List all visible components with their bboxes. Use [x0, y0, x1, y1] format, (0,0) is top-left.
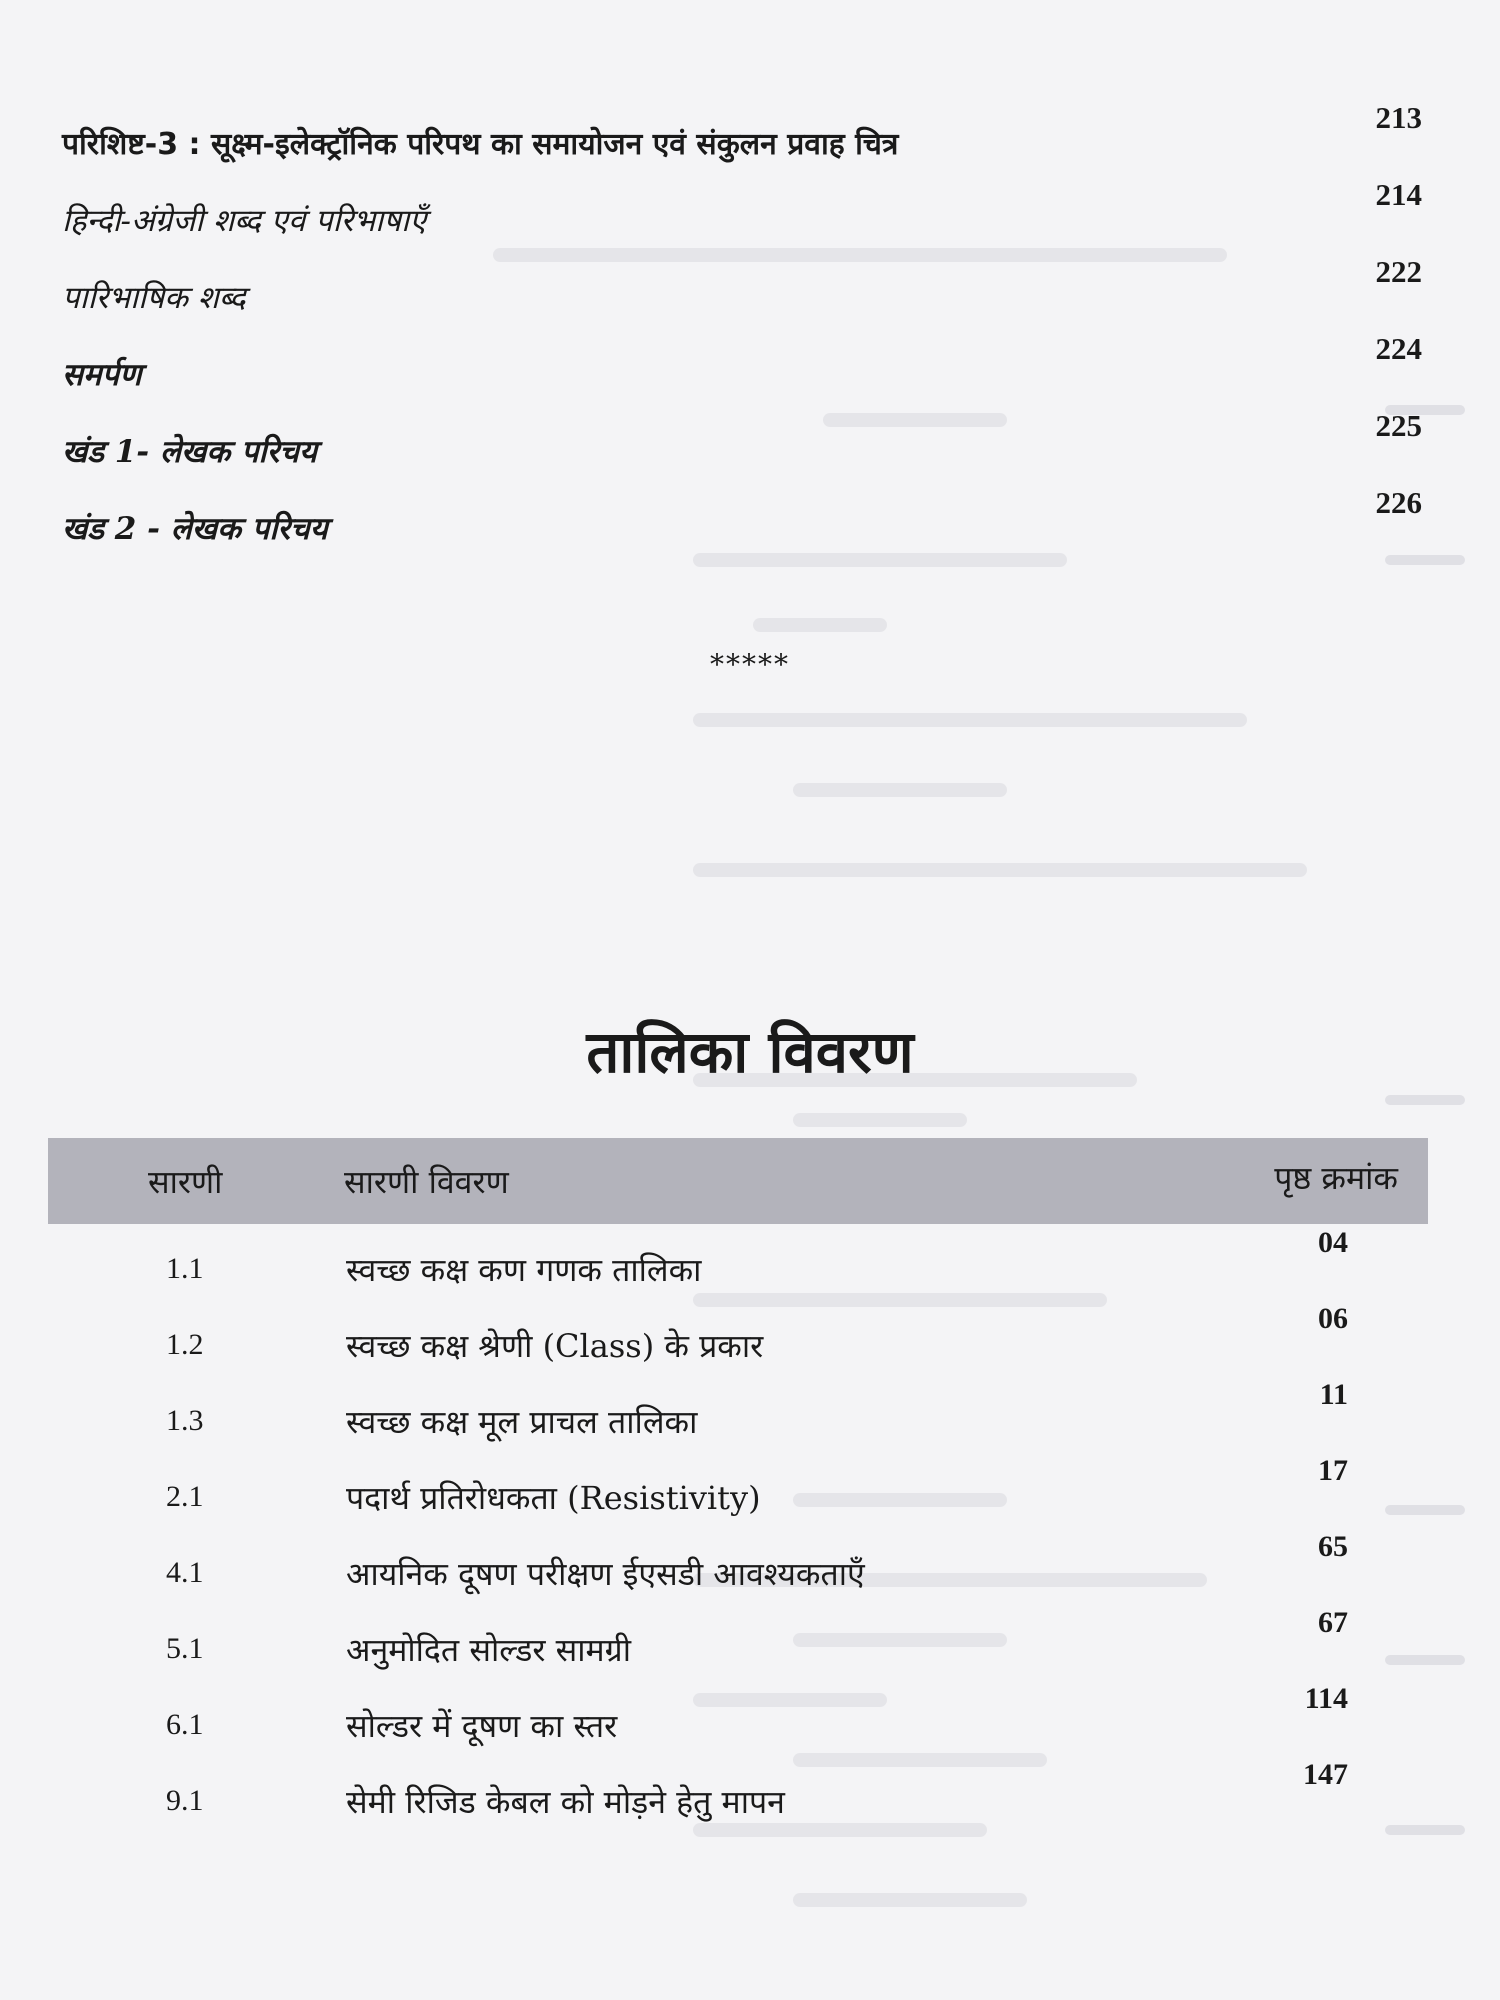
- row-page-number: 114: [1304, 1682, 1348, 1715]
- row-table-number: 1.1: [166, 1252, 204, 1285]
- row-page-number: 11: [1319, 1378, 1348, 1411]
- toc-entry-label: खंड 1- लेखक परिचय: [62, 434, 317, 470]
- toc-entry-label: हिन्दी-अंग्रेजी शब्द एवं परिभाषाएँ: [62, 203, 427, 239]
- table-row: [48, 1604, 1428, 1680]
- row-description: सोल्डर में दूषण का स्तर: [346, 1707, 618, 1745]
- row-description: पदार्थ प्रतिरोधकता (Resistivity): [346, 1479, 761, 1517]
- toc-entry-page: 213: [1375, 100, 1422, 135]
- header-table-description: सारणी विवरण: [344, 1163, 509, 1201]
- row-page-number: 04: [1318, 1226, 1348, 1259]
- row-table-number: 1.2: [166, 1328, 204, 1361]
- header-page-number: पृष्ठ क्रमांक: [1274, 1159, 1398, 1197]
- row-description: सेमी रिजिड केबल को मोड़ने हेतु मापन: [346, 1783, 785, 1821]
- section-title: तालिका विवरण: [586, 1018, 914, 1086]
- section-separator: *****: [710, 648, 790, 681]
- toc-entry-page: 224: [1375, 331, 1422, 366]
- row-page-number: 17: [1318, 1454, 1348, 1487]
- row-page-number: 65: [1318, 1530, 1348, 1563]
- toc-entry-page: 225: [1375, 408, 1422, 443]
- row-description: स्वच्छ कक्ष कण गणक तालिका: [346, 1251, 702, 1289]
- table-row: [48, 1756, 1428, 1832]
- table-row: [48, 1224, 1428, 1300]
- table-row: [48, 1528, 1428, 1604]
- toc-entry: [62, 408, 1422, 485]
- toc-entry-page: 222: [1375, 254, 1422, 289]
- toc-entry: [62, 254, 1422, 331]
- row-description: स्वच्छ कक्ष श्रेणी (Class) के प्रकार: [346, 1327, 764, 1365]
- row-table-number: 5.1: [166, 1632, 204, 1665]
- row-description: अनुमोदित सोल्डर सामग्री: [346, 1631, 632, 1669]
- row-table-number: 6.1: [166, 1708, 204, 1741]
- toc-entry-label: खंड 2 - लेखक परिचय: [62, 511, 328, 547]
- row-table-number: 2.1: [166, 1480, 204, 1513]
- toc-entry: [62, 331, 1422, 408]
- row-page-number: 67: [1318, 1606, 1348, 1639]
- toc-entry-label: पारिभाषिक शब्द: [62, 280, 246, 316]
- row-description: आयनिक दूषण परीक्षण ईएसडी आवश्यकताएँ: [346, 1555, 865, 1593]
- table-row: [48, 1300, 1428, 1376]
- toc-entry: [62, 485, 1422, 562]
- header-table-number: सारणी: [148, 1163, 223, 1201]
- toc-entry-label: समर्पण: [62, 357, 142, 393]
- table-row: [48, 1376, 1428, 1452]
- row-page-number: 06: [1318, 1302, 1348, 1335]
- toc-list: [62, 100, 1422, 562]
- row-description: स्वच्छ कक्ष मूल प्राचल तालिका: [346, 1403, 698, 1441]
- row-table-number: 4.1: [166, 1556, 204, 1589]
- row-table-number: 9.1: [166, 1784, 204, 1817]
- tables-list: [48, 1138, 1428, 1832]
- row-page-number: 147: [1303, 1758, 1348, 1791]
- toc-entry: [62, 100, 1422, 177]
- table-header: [48, 1138, 1428, 1224]
- table-row: [48, 1680, 1428, 1756]
- table-row: [48, 1452, 1428, 1528]
- toc-entry-label: परिशिष्ट-3 : सूक्ष्म-इलेक्ट्रॉनिक परिपथ का समायोजन एवं संकुलन प्रवाह चित्र: [62, 127, 899, 162]
- toc-entry-page: 214: [1375, 177, 1422, 212]
- toc-entry: [62, 177, 1422, 254]
- toc-entry-page: 226: [1375, 485, 1422, 520]
- row-table-number: 1.3: [166, 1404, 204, 1437]
